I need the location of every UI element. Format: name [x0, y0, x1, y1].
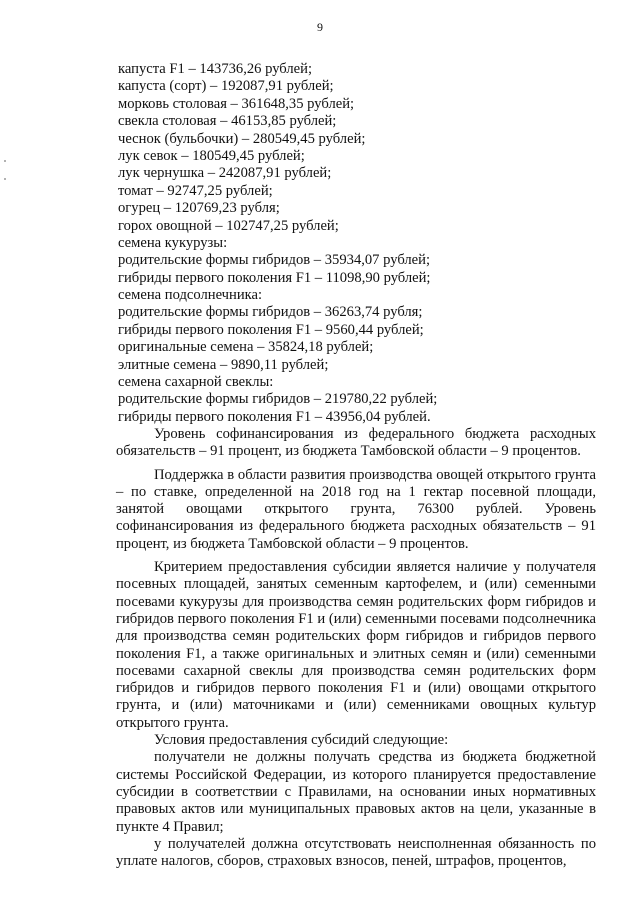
paragraph-criteria: Критерием предоставления субсидии является наличие у получателя посевных площадей, занятых семенным картофелем, и (или) семенными посевами кукурузы для производства семян родительских форм гибридов и гибридов первого поколения F1 и (или) семенными посевами подсолнечника для производства семян родительских форм гибридов и гибридов первого поколения F1, а также оригинальных и элитных семян и (или) семенными посевами сахарной свеклы для производства семян родительских форм гибридов и гибридов первого поколения F1 и (или) овощами открытого грунта, и (или) маточниками и (или) семенниками овощных культур открытого грунта.	[116, 559, 596, 731]
list-item: гибриды первого поколения F1 – 43956,04 рублей.	[118, 408, 431, 425]
list-item: родительские формы гибридов – 35934,07 рублей;	[118, 252, 431, 269]
subsidy-rates-list	[118, 61, 598, 426]
list-item: семена кукурузы:	[118, 234, 228, 251]
paragraph-condition-no-other-funds: получатели не должны получать средства из бюджета бюджетной системы Российской Федерации, из которого планируется предоставление субсидии в соответствии с Правилами, на основании иных нормативных правовых актов или муниципальных правовых актов на цели, указанные в пункте 4 Правил;	[116, 749, 596, 835]
list-item: оригинальные семена – 35824,18 рублей;	[118, 339, 374, 356]
list-item: лук чернушка – 242087,91 рублей;	[118, 165, 332, 182]
body-text	[116, 426, 596, 870]
list-item: элитные семена – 9890,11 рублей;	[118, 356, 329, 373]
list-item: гибриды первого поколения F1 – 11098,90 рублей;	[118, 269, 431, 286]
list-item: семена подсолнечника:	[118, 287, 263, 304]
scan-speck	[4, 178, 6, 180]
scan-speck	[4, 160, 6, 162]
paragraph-cofinancing: Уровень софинансирования из федерального бюджета расходных обязательств – 91 процент, из бюджета Тамбовской области – 9 процентов.	[116, 426, 596, 460]
list-item: капуста F1 – 143736,26 рублей;	[118, 61, 312, 77]
list-item: гибриды первого поколения F1 – 9560,44 рублей;	[118, 321, 424, 338]
list-item: горох овощной – 102747,25 рублей;	[118, 217, 339, 234]
list-item: томат – 92747,25 рублей;	[118, 182, 273, 199]
paragraph-condition-no-tax-debt: у получателей должна отсутствовать неисполненная обязанность по уплате налогов, сборов, страховых взносов, пеней, штрафов, процентов,	[116, 835, 596, 870]
list-item: чеснок (бульбочки) – 280549,45 рублей;	[118, 130, 366, 147]
list-item: морковь столовая – 361648,35 рублей;	[118, 95, 355, 112]
list-item: свекла столовая – 46153,85 рублей;	[118, 113, 337, 130]
paragraph-vegetable-support: Поддержка в области развития производства овощей открытого грунта – по ставке, определенной на 2018 год на 1 гектар посевной площади, занятой овощами открытого грунта, 76300 рублей. Уровень софинансирования из федерального бюджета расходных обязательств – 91 процент, из бюджета Тамбовской области – 9 процентов.	[116, 466, 596, 552]
list-item: семена сахарной свеклы:	[118, 374, 274, 391]
list-item: родительские формы гибридов – 36263,74 рубля;	[118, 304, 423, 321]
page-number: 9	[317, 20, 323, 34]
list-item: огурец – 120769,23 рубля;	[118, 200, 280, 217]
list-item: лук севок – 180549,45 рублей;	[118, 147, 305, 164]
paragraph-conditions-heading: Условия предоставления субсидий следующие:	[154, 732, 449, 749]
list-item: родительские формы гибридов – 219780,22 рублей;	[118, 391, 438, 408]
list-item: капуста (сорт) – 192087,91 рублей;	[118, 78, 334, 95]
